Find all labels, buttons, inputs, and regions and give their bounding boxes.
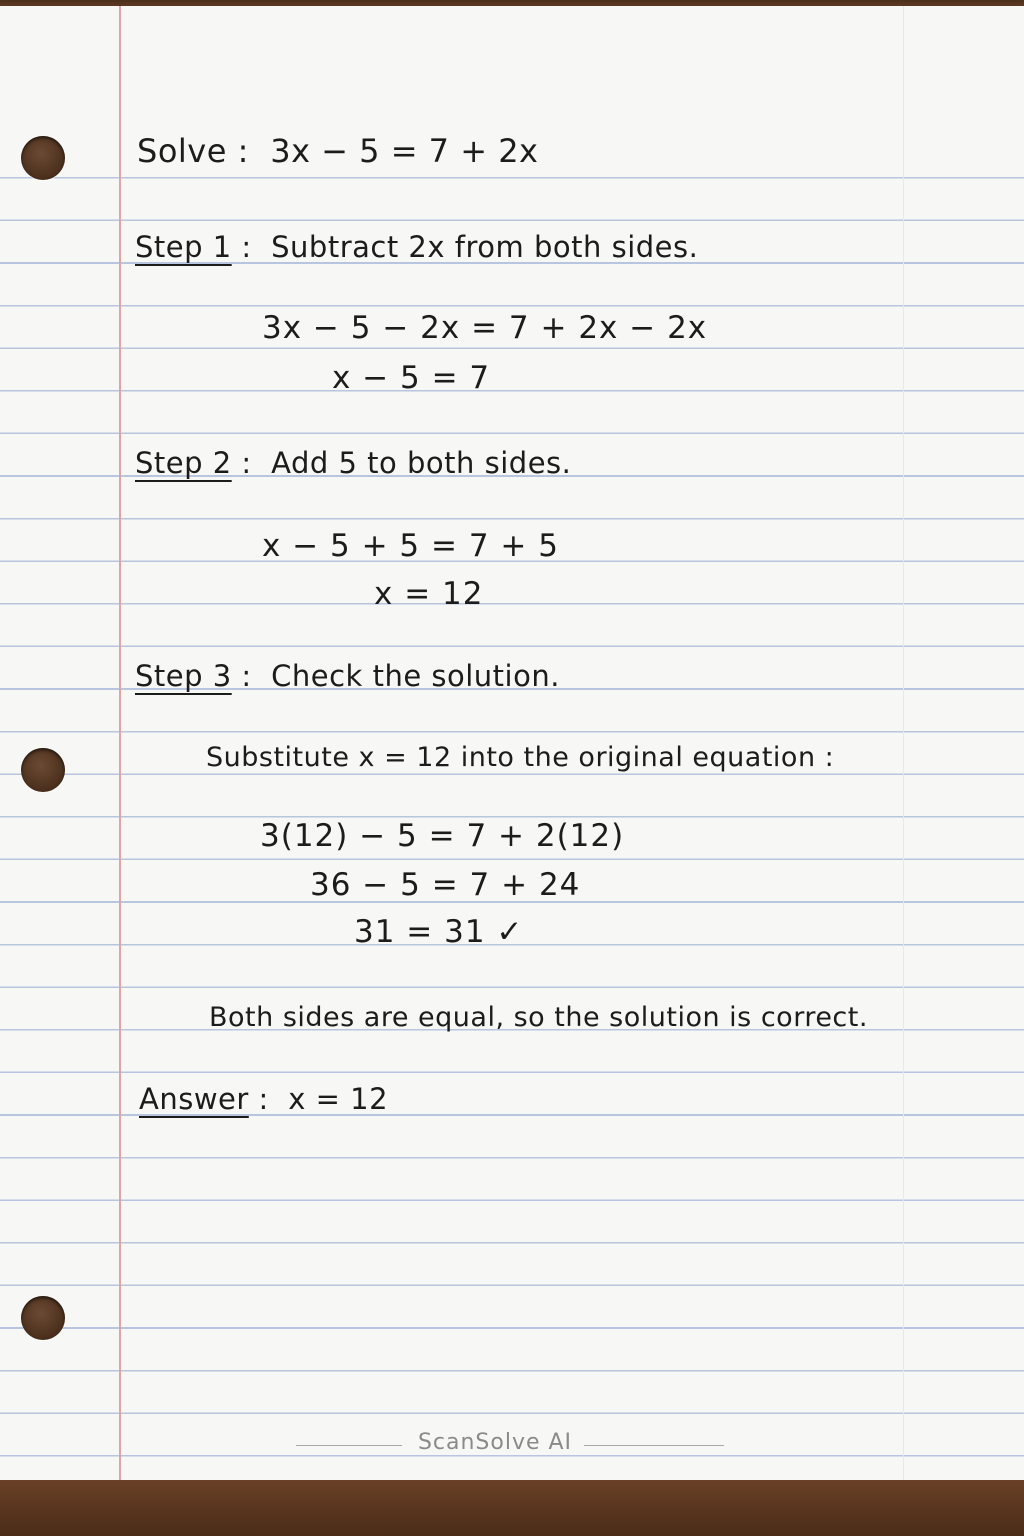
step-3-equation-2: 36 − 5 = 7 + 24 (310, 867, 581, 903)
step-3-colon: : (231, 659, 272, 693)
watermark-rule-right (584, 1445, 724, 1446)
notebook-page (0, 6, 1024, 1480)
answer-label: Answer (139, 1082, 249, 1116)
right-margin-line (903, 6, 904, 1480)
step-1-heading (135, 230, 698, 264)
step-1-label: Step 1 (135, 230, 232, 264)
step-2-equation-1: x − 5 + 5 = 7 + 5 (262, 528, 559, 564)
desk-bottom-edge (0, 1480, 1024, 1536)
step-2-instruction: Add 5 to both sides. (271, 446, 572, 480)
step-2-heading (135, 446, 571, 480)
step-3-heading (135, 659, 560, 693)
step-3-label: Step 3 (135, 659, 232, 693)
binder-hole-bottom (21, 1296, 65, 1340)
binder-hole-middle (21, 748, 65, 792)
binder-hole-top (21, 136, 65, 180)
step-2-equation-2: x = 12 (374, 576, 484, 612)
problem-line (137, 132, 538, 170)
red-margin-line (119, 6, 121, 1480)
step-3-subtext: Substitute x = 12 into the original equation : (206, 742, 835, 773)
answer-colon: : (248, 1082, 289, 1116)
step-3-equation-1: 3(12) − 5 = 7 + 2(12) (260, 818, 625, 854)
watermark-text: ScanSolve AI (417, 1430, 573, 1455)
watermark (0, 1430, 1024, 1460)
step-3-equation-3: 31 = 31 ✓ (354, 914, 524, 950)
step-2-label: Step 2 (135, 446, 232, 480)
step-2-colon: : (231, 446, 272, 480)
step-1-colon: : (231, 230, 272, 264)
answer-line (139, 1082, 388, 1116)
step-3-instruction: Check the solution. (271, 659, 560, 693)
conclusion-text: Both sides are equal, so the solution is correct. (209, 1002, 868, 1033)
problem-colon: : (226, 132, 271, 170)
problem-label: Solve (137, 132, 227, 170)
problem-equation: 3x − 5 = 7 + 2x (270, 132, 539, 170)
step-1-instruction: Subtract 2x from both sides. (271, 230, 699, 264)
step-1-equation-2: x − 5 = 7 (332, 360, 491, 396)
watermark-rule-left (296, 1445, 402, 1446)
step-1-equation-1: 3x − 5 − 2x = 7 + 2x − 2x (262, 310, 708, 346)
answer-value: x = 12 (288, 1082, 389, 1116)
